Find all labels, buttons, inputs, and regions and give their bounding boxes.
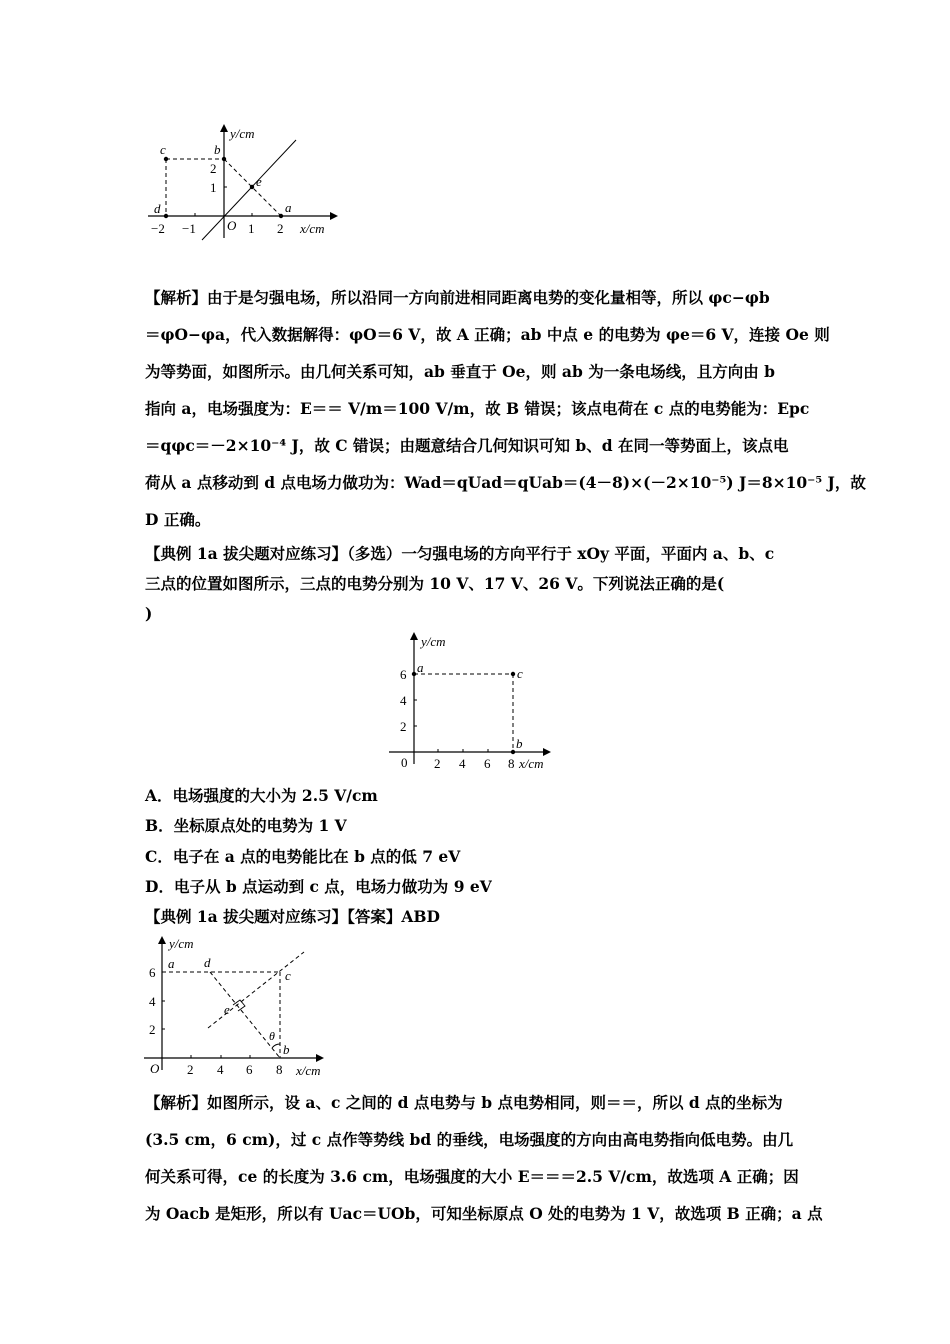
fig1-tick-x: 2 (277, 221, 284, 236)
analysis-2-line: 【解析】如图所示，设 a、c 之间的 d 点电势与 b 点电势相同，则＝＝，所以 d 点的坐标为 (145, 1093, 783, 1112)
fig2-tick-y: 6 (400, 667, 407, 682)
fig1-tick-x: −2 (151, 221, 165, 236)
fig2-axis-y: y/cm (421, 634, 446, 649)
fig3-axis-y: y/cm (169, 936, 194, 951)
fig3-point-c: c (285, 968, 291, 983)
fig3-point-b: b (283, 1042, 290, 1057)
analysis-2-line: 为 Oacb 是矩形，所以有 Uac＝UOb，可知坐标原点 O 处的电势为 1 V，故选项 B 正确；a 点 (145, 1204, 823, 1223)
question (145, 539, 810, 629)
fig3-tick-x: 2 (187, 1062, 194, 1077)
figure-2 (385, 628, 565, 776)
fig2-tick-y: 4 (400, 693, 407, 708)
fig1-point-b: b (214, 142, 221, 157)
fig1-axis-y: y/cm (230, 126, 255, 141)
analysis-2 (145, 1084, 823, 1232)
option-a: A．电场强度的大小为 2.5 V/cm (145, 786, 378, 805)
figure-1-graph (140, 118, 350, 248)
fig1-axis-x: x/cm (300, 221, 325, 236)
analysis-1-line: 指向 a，电场强度为：E＝＝ V/m＝100 V/m，故 B 错误；该点电荷在 c 点的电势能为：Epc (145, 399, 810, 418)
figure-3 (140, 930, 340, 1082)
analysis-1-line: D 正确。 (145, 510, 211, 529)
fig2-tick-x: 0 (401, 755, 408, 770)
fig3-tick-x: 6 (246, 1062, 253, 1077)
fig2-point-c: c (517, 666, 523, 681)
analysis-1-line: 荷从 a 点移动到 d 点电场力做功为：Wad＝qUad＝qUab＝(4－8)×(－2×10⁻⁵) J＝8×10⁻⁵ J，故 (145, 473, 866, 492)
fig1-tick-y: 1 (210, 180, 217, 195)
analysis-1-line: ＝φO−φa，代入数据解得：φO＝6 V，故 A 正确；ab 中点 e 的电势为 φe＝6 V，连接 Oe 则 (145, 325, 830, 344)
fig3-tick-x: 8 (276, 1062, 283, 1077)
fig2-tick-x: 6 (484, 756, 491, 771)
fig1-point-c: c (160, 142, 166, 157)
fig3-tick-y: 4 (149, 994, 156, 1009)
fig1-tick-y: 2 (210, 161, 217, 176)
question-line: ) (145, 604, 153, 623)
fig1-point-e: e (256, 174, 262, 189)
analysis-2-line: 何关系可得，ce 的长度为 3.6 cm，电场强度的大小 E＝＝＝2.5 V/cm，故选项 A 正确；因 (145, 1167, 799, 1186)
fig3-tick-y: 2 (149, 1022, 156, 1037)
figure-3-graph (140, 930, 340, 1082)
question-line: 三点的位置如图所示，三点的电势分别为 10 V、17 V、26 V。下列说法正确的是( (145, 574, 725, 593)
fig3-angle-theta: θ (269, 1029, 275, 1043)
fig2-tick-x: 2 (434, 756, 441, 771)
question-line: 【典例 1a 拔尖题对应练习】（多选）一匀强电场的方向平行于 xOy 平面，平面内 a、b、c (145, 544, 775, 563)
option-b: B．坐标原点处的电势为 1 V (145, 816, 347, 835)
fig2-tick-y: 2 (400, 719, 407, 734)
fig2-axis-x: x/cm (519, 756, 544, 771)
figure-1 (140, 118, 350, 248)
fig1-point-d: d (154, 201, 161, 216)
fig1-tick-x: O (227, 218, 237, 233)
fig2-point-a: a (417, 660, 424, 675)
fig1-tick-x: 1 (248, 221, 255, 236)
figure-2-graph (385, 628, 565, 776)
fig3-tick-x: 4 (217, 1062, 224, 1077)
fig2-tick-x: 4 (459, 756, 466, 771)
analysis-1-line: ＝qφc＝－2×10⁻⁴ J，故 C 错误；由题意结合几何知识可知 b、d 在同一等势面上，该点电 (145, 436, 789, 455)
fig3-axis-x: x/cm (296, 1063, 321, 1078)
option-c: C．电子在 a 点的电势能比在 b 点的低 7 eV (145, 847, 461, 866)
fig3-tick-y: 6 (149, 965, 156, 980)
fig2-point-b: b (516, 736, 523, 751)
fig1-point-a: a (285, 200, 292, 215)
analysis-1-line: 【解析】由于是匀强电场，所以沿同一方向前进相同距离电势的变化量相等，所以 φc−φb (145, 288, 770, 307)
fig3-point-e: e (224, 1002, 230, 1017)
fig3-point-d: d (204, 955, 211, 970)
analysis-1-line: 为等势面，如图所示。由几何关系可知，ab 垂直于 Oe，则 ab 为一条电场线，且方向由 b (145, 362, 775, 381)
fig2-tick-x: 8 (508, 756, 515, 771)
answer: 【典例 1a 拔尖题对应练习】【答案】ABD (145, 907, 440, 926)
option-d: D．电子从 b 点运动到 c 点，电场力做功为 9 eV (145, 877, 492, 896)
analysis-2-line: (3.5 cm，6 cm)，过 c 点作等势线 bd 的垂线，电场强度的方向由高电势指向低电势。由几 (145, 1130, 794, 1149)
analysis-1 (145, 279, 866, 538)
fig1-tick-x: −1 (182, 221, 196, 236)
fig3-tick-x: O (150, 1061, 160, 1076)
fig3-point-a: a (168, 956, 175, 971)
